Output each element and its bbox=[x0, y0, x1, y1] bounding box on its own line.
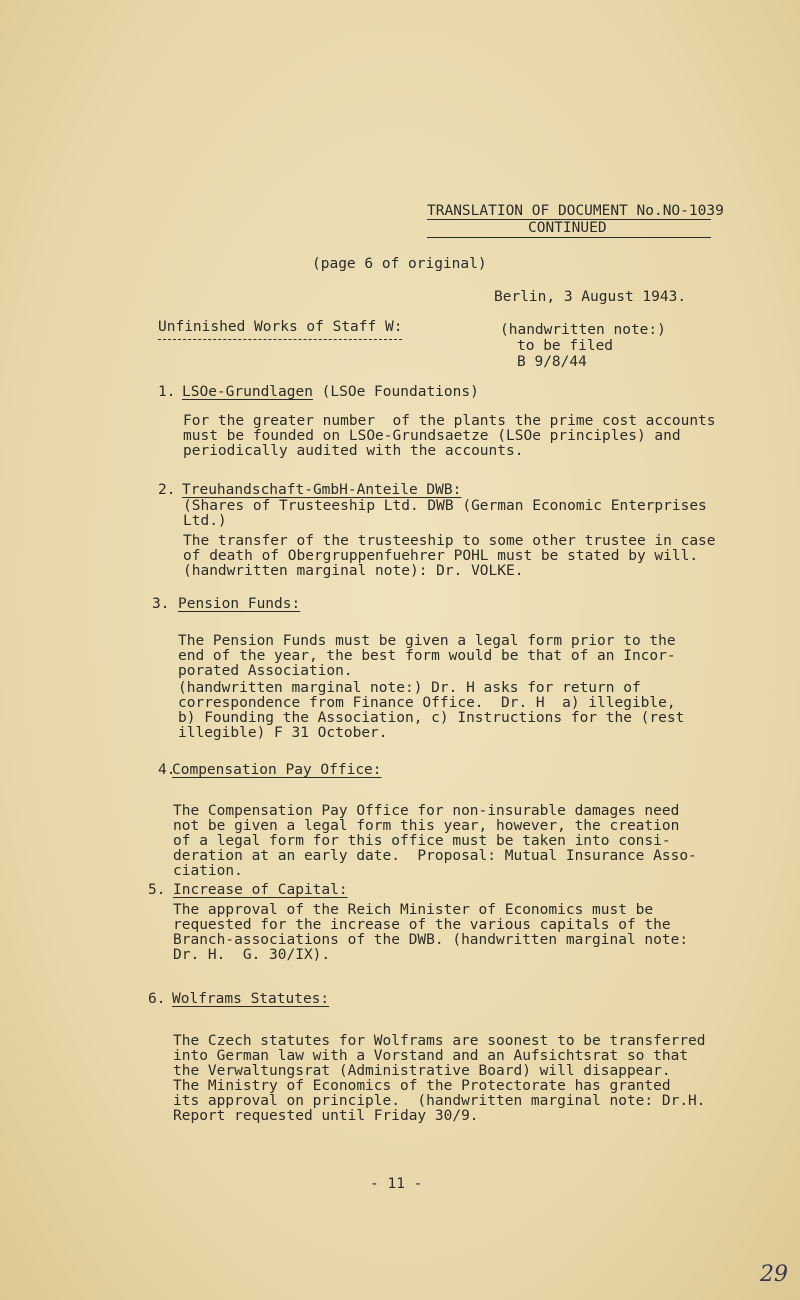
item-1-line: must be founded on LSOe-Grundsaetze (LSOe principles) and bbox=[183, 428, 681, 444]
item-5-number: 5. bbox=[148, 882, 166, 898]
item-6-line: Report requested until Friday 30/9. bbox=[173, 1108, 479, 1124]
item-3-line: The Pension Funds must be given a legal form prior to the bbox=[178, 633, 676, 649]
date-line: Berlin, 3 August 1943. bbox=[494, 289, 687, 305]
item-5-line: Branch-associations of the DWB. (handwritten marginal note: bbox=[173, 932, 689, 948]
item-1-number: 1. bbox=[158, 384, 176, 400]
item-2-line: of death of Obergruppenfuehrer POHL must be stated by will. bbox=[183, 548, 699, 564]
item-6-line: into German law with a Vorstand and an Aufsichtsrat so that bbox=[173, 1048, 689, 1064]
item-6-line: the Verwaltungsrat (Administrative Board) will disappear. bbox=[173, 1063, 671, 1079]
item-3-line: porated Association. bbox=[178, 663, 353, 679]
item-2-heading: Treuhandschaft-GmbH-Anteile DWB: bbox=[182, 482, 462, 498]
item-5-heading: Increase of Capital: bbox=[173, 882, 348, 898]
item-1-line: For the greater number of the plants the prime cost accounts bbox=[183, 413, 716, 429]
item-6-line: its approval on principle. (handwritten marginal note: Dr.H. bbox=[173, 1093, 706, 1109]
handwritten-page-stamp: 29 bbox=[760, 1262, 788, 1287]
item-3-line: end of the year, the best form would be that of an Incor- bbox=[178, 648, 676, 664]
page-number: - 11 - bbox=[370, 1176, 423, 1192]
item-3-line: illegible) F 31 October. bbox=[178, 725, 388, 741]
item-4-line: not be given a legal form this year, however, the creation bbox=[173, 818, 680, 834]
item-3-line: b) Founding the Association, c) Instructions for the (rest bbox=[178, 710, 685, 726]
item-3-line: (handwritten marginal note:) Dr. H asks for return of bbox=[178, 680, 641, 696]
item-2-line: (Shares of Trusteeship Ltd. DWB (German Economic Enterprises bbox=[183, 498, 707, 514]
item-5-line: The approval of the Reich Minister of Economics must be bbox=[173, 902, 654, 918]
document-title: TRANSLATION OF DOCUMENT No.NO-1039 bbox=[427, 203, 724, 219]
item-4-line: deration at an early date. Proposal: Mutual Insurance Asso- bbox=[173, 848, 697, 864]
item-2-line: (handwritten marginal note): Dr. VOLKE. bbox=[183, 563, 524, 579]
page-of-original: (page 6 of original) bbox=[312, 256, 487, 272]
item-3-line: correspondence from Finance Office. Dr. H a) illegible, bbox=[178, 695, 676, 711]
item-2-number: 2. bbox=[158, 482, 176, 498]
item-1-heading: LSOe-Grundlagen (LSOe Foundations) bbox=[182, 384, 479, 400]
item-3-number: 3. bbox=[152, 596, 170, 612]
item-6-number: 6. bbox=[148, 991, 166, 1007]
item-4-heading: Compensation Pay Office: bbox=[172, 762, 382, 778]
item-6-line: The Czech statutes for Wolframs are soonest to be transferred bbox=[173, 1033, 706, 1049]
item-5-line: Dr. H. G. 30/IX). bbox=[173, 947, 331, 963]
continued-label: CONTINUED bbox=[528, 220, 607, 236]
item-5-line: requested for the increase of the various capitals of the bbox=[173, 917, 671, 933]
handwritten-note-line-3: B 9/8/44 bbox=[517, 354, 587, 370]
unfinished-works-heading: Unfinished Works of Staff W: bbox=[158, 320, 402, 340]
handwritten-note-line-2: to be filed bbox=[517, 338, 614, 354]
item-6-line: The Ministry of Economics of the Protectorate has granted bbox=[173, 1078, 671, 1094]
item-4-line: of a legal form for this office must be taken into consi- bbox=[173, 833, 671, 849]
item-1-line: periodically audited with the accounts. bbox=[183, 443, 524, 459]
item-2-line: The transfer of the trusteeship to some other trustee in case bbox=[183, 533, 716, 549]
item-3-heading: Pension Funds: bbox=[178, 596, 301, 612]
continued-rule bbox=[427, 237, 711, 238]
item-4-line: ciation. bbox=[173, 863, 243, 879]
item-4-line: The Compensation Pay Office for non-insurable damages need bbox=[173, 803, 680, 819]
handwritten-note-label: (handwritten note:) bbox=[500, 322, 666, 338]
item-6-heading: Wolframs Statutes: bbox=[172, 991, 330, 1007]
item-4-number: 4. bbox=[158, 762, 176, 778]
item-2-line: Ltd.) bbox=[183, 513, 227, 529]
